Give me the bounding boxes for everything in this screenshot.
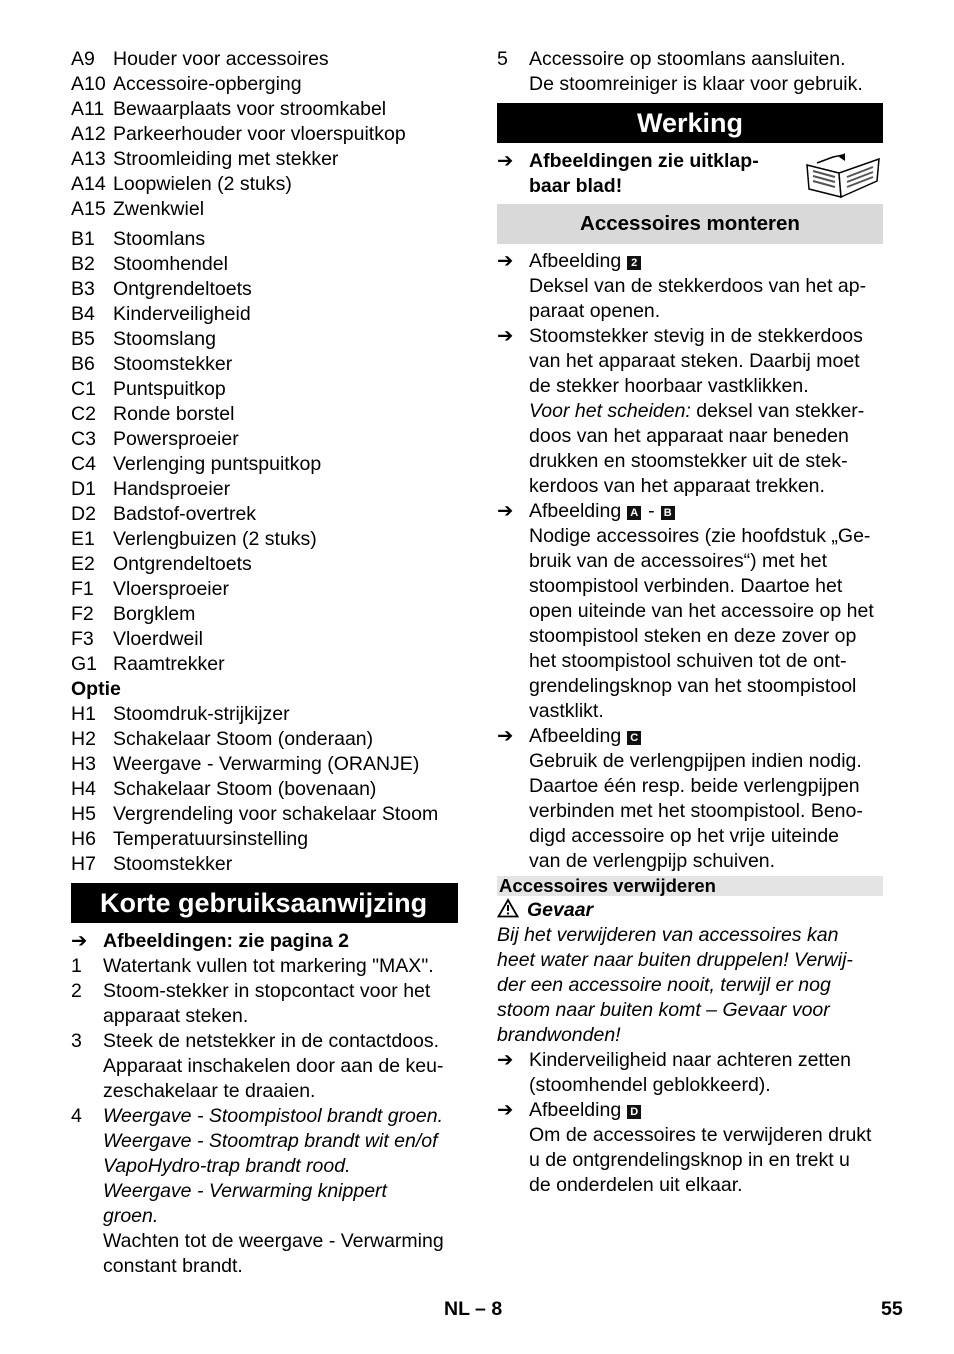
parts-list-item [71, 602, 458, 627]
subsection-accessoires-verwijderen: Accessoires verwijderen [497, 876, 883, 896]
step-text: VapoHydro-trap brandt rood. [103, 1155, 351, 1177]
step-text: apparaat steken. [103, 1005, 249, 1027]
item-text: stoompistool steken en deze zover op [529, 625, 857, 647]
figure-label: Afbeelding [529, 500, 622, 522]
item-text: Gebruik de verlengpijpen indien nodig. [529, 750, 862, 772]
step-number: 1 [71, 955, 82, 977]
right-column [497, 47, 883, 1198]
part-code: C2 [71, 403, 96, 425]
part-name: Raamtrekker [113, 653, 225, 675]
item-text: doos van het apparaat naar beneden [529, 425, 849, 447]
step-text: Weergave - Verwarming knippert [103, 1180, 387, 1202]
part-name: Stoomslang [113, 328, 216, 350]
step-text: zeschakelaar te draaien. [103, 1080, 316, 1102]
parts-list-item [71, 252, 458, 277]
arrow-right-icon: ➔ [497, 500, 514, 522]
item-text: u de ontgrendelingsknop in en trekt u [529, 1149, 850, 1171]
step-text: Apparaat inschakelen door aan de keu- [103, 1055, 444, 1077]
mount-item-1 [497, 249, 883, 324]
step-line [71, 1104, 458, 1129]
step-line [71, 954, 458, 979]
arrow-right-icon: ➔ [497, 325, 514, 347]
fold-note [497, 149, 883, 199]
parts-list-item [71, 577, 458, 602]
item-text: heet water naar buiten druppelen! Verwij- [497, 949, 853, 971]
item-text: de stekker hoorbaar vastklikken. [529, 375, 809, 397]
item-text: open uiteinde van het accessoire op het [529, 600, 874, 622]
item-text: (stoomhendel geblokkeerd). [529, 1074, 771, 1096]
parts-list-a [71, 47, 458, 222]
part-name: Ontgrendeltoets [113, 553, 252, 575]
part-code: E1 [71, 528, 95, 550]
part-name: Verlenging puntspuitkop [113, 453, 322, 475]
figure-label: Afbeelding [529, 250, 622, 272]
step-text: Watertank vullen tot markering "MAX". [103, 955, 434, 977]
item-text: de onderdelen uit elkaar. [529, 1174, 743, 1196]
item-text: Bij het verwijderen van accessoires kan [497, 924, 839, 946]
part-name: Ronde borstel [113, 403, 235, 425]
part-name: Weergave - Verwarming (ORANJE) [113, 753, 420, 775]
parts-list-b-g [71, 227, 458, 677]
parts-list-item [71, 802, 458, 827]
part-name: Parkeerhouder voor vloerspuitkop [113, 123, 406, 145]
step-text: Weergave - Stoomtrap brandt wit en/of [103, 1130, 438, 1152]
parts-list-item [71, 197, 458, 222]
step-number: 5 [497, 48, 508, 70]
part-name: Stoomdruk-strijkijzer [113, 703, 290, 725]
parts-list-item [71, 827, 458, 852]
step-text: De stoomreiniger is klaar voor gebruik. [529, 73, 863, 95]
arrow-right-icon: ➔ [71, 930, 88, 952]
part-code: A11 [71, 98, 105, 120]
item-text: stoompistool verbinden. Daartoe het [529, 575, 843, 597]
part-code: A10 [71, 73, 106, 95]
parts-list-item [71, 277, 458, 302]
item-text: Deksel van de stekkerdoos van het ap- [529, 275, 867, 297]
part-name: Accessoire-opberging [113, 73, 302, 95]
parts-list-item [71, 47, 458, 72]
section-title-korte-gebruiksaanwijzing: Korte gebruiksaanwijzing [71, 883, 458, 923]
parts-list-item [71, 147, 458, 172]
parts-list-item [71, 727, 458, 752]
item-text: stoom naar buiten komt – Gevaar voor [497, 999, 830, 1021]
figure-ref-badge: C [627, 731, 641, 745]
part-name: Vloerdweil [113, 628, 203, 650]
part-code: A13 [71, 148, 106, 170]
item-text: het stoompistool schuiven tot de ont- [529, 650, 847, 672]
part-code: C3 [71, 428, 96, 450]
step-4 [71, 1104, 458, 1279]
part-name: Borgklem [113, 603, 196, 625]
part-code: F3 [71, 628, 94, 650]
danger-label: Gevaar [527, 899, 594, 921]
step-line [71, 1054, 458, 1079]
figure-ref-badge: D [627, 1105, 641, 1119]
parts-list-item [71, 702, 458, 727]
part-code: A14 [71, 173, 106, 195]
parts-list-item [71, 627, 458, 652]
parts-list-item [71, 777, 458, 802]
part-code: H2 [71, 728, 96, 750]
fold-note-text: baar blad! [529, 175, 623, 197]
part-name: Temperatuursinstelling [113, 828, 309, 850]
danger-heading [497, 898, 883, 923]
danger-text [497, 923, 883, 1048]
parts-list-item [71, 477, 458, 502]
parts-list-item [71, 852, 458, 877]
item-text: kerdoos van het apparaat trekken. [529, 475, 825, 497]
step-text: Steek de netstekker in de contactdoos. [103, 1030, 440, 1052]
step-line [71, 1004, 458, 1029]
quick-steps [71, 954, 458, 1104]
parts-list-item [71, 402, 458, 427]
part-name: Powersproeier [113, 428, 239, 450]
parts-list-item [71, 227, 458, 252]
parts-list-item [71, 97, 458, 122]
part-name: Puntspuitkop [113, 378, 226, 400]
part-code: A9 [71, 48, 95, 70]
step-number: 3 [71, 1030, 82, 1052]
part-name: Stroomleiding met stekker [113, 148, 339, 170]
part-code: B4 [71, 303, 95, 325]
part-name: Bewaarplaats voor stroomkabel [113, 98, 387, 120]
part-name: Vergrendeling voor schakelaar Stoom [113, 803, 439, 825]
step-text: Weergave - Stoompistool brandt groen. [103, 1105, 443, 1127]
parts-list-item [71, 552, 458, 577]
part-name: Schakelaar Stoom (bovenaan) [113, 778, 377, 800]
part-code: H3 [71, 753, 96, 775]
arrow-right-icon: ➔ [497, 1049, 514, 1071]
warning-triangle-icon [497, 898, 527, 923]
part-code: B2 [71, 253, 95, 275]
part-name: Houder voor accessoires [113, 48, 329, 70]
part-name: Loopwielen (2 stuks) [113, 173, 292, 195]
part-code: C4 [71, 453, 96, 475]
mount-item-3 [497, 499, 883, 724]
item-text: grendelingsknop van het stoompistool [529, 675, 857, 697]
item-text: Kinderveiligheid naar achteren zetten [529, 1049, 851, 1071]
part-name: Zwenkwiel [113, 198, 205, 220]
item-text: vastklikt. [529, 700, 604, 722]
part-code: H1 [71, 703, 96, 725]
arrow-right-icon: ➔ [497, 150, 514, 172]
figure-ref-badge: B [661, 506, 675, 520]
parts-list-item [71, 752, 458, 777]
figure-ref-badge: 2 [627, 256, 641, 270]
mount-item-4 [497, 724, 883, 874]
part-name: Stoomlans [113, 228, 206, 250]
part-code: H6 [71, 828, 96, 850]
arrow-right-icon: ➔ [497, 725, 514, 747]
part-code: F2 [71, 603, 94, 625]
part-code: B3 [71, 278, 95, 300]
part-code: E2 [71, 553, 95, 575]
fold-out-book-icon [803, 151, 883, 199]
part-code: H7 [71, 853, 96, 875]
item-text: bruik van de accessoires“) met het [529, 550, 828, 572]
subsection-accessoires-monteren: Accessoires monteren [497, 204, 883, 244]
part-name: Verlengbuizen (2 stuks) [113, 528, 317, 550]
part-name: Ontgrendeltoets [113, 278, 252, 300]
item-text: verbinden met het stoompistool. Beno- [529, 800, 863, 822]
item-text: Om de accessoires te verwijderen drukt [529, 1124, 872, 1146]
part-code: D2 [71, 503, 96, 525]
parts-list-h [71, 702, 458, 877]
step-line [71, 1029, 458, 1054]
left-column [71, 47, 458, 1279]
section-title-werking: Werking [497, 103, 883, 143]
italic-prefix: Voor het scheiden: [529, 400, 691, 422]
step-line [71, 979, 458, 1004]
part-code: B6 [71, 353, 95, 375]
part-code: H5 [71, 803, 96, 825]
parts-list-item [71, 302, 458, 327]
step-number: 2 [71, 980, 82, 1002]
part-code: F1 [71, 578, 94, 600]
part-code: H4 [71, 778, 96, 800]
parts-list-item [71, 172, 458, 197]
step-line [497, 47, 883, 72]
step-text: Stoom-stekker in stopcontact voor het [103, 980, 431, 1002]
figure-separator: - [648, 500, 655, 522]
remove-item-1 [497, 1048, 883, 1098]
item-text [497, 399, 883, 424]
optie-label: Optie [71, 678, 121, 700]
part-code: B5 [71, 328, 95, 350]
parts-list-item [71, 502, 458, 527]
part-name: Stoomstekker [113, 853, 233, 875]
item-text: van de verlengpijp schuiven. [529, 850, 776, 872]
item-text: Daartoe één resp. beide verlengpijpen [529, 775, 860, 797]
item-text: deksel van stekker- [690, 400, 865, 422]
figures-note-text: Afbeeldingen: zie pagina 2 [103, 930, 349, 952]
parts-list-item [71, 377, 458, 402]
parts-list-item [71, 527, 458, 552]
item-text: digd accessoire op het vrije uiteinde [529, 825, 840, 847]
item-text: paraat openen. [529, 300, 661, 322]
parts-list-item [71, 327, 458, 352]
part-code: B1 [71, 228, 95, 250]
item-text: Stoomstekker stevig in de stekkerdoos [529, 325, 863, 347]
part-name: Badstof-overtrek [113, 503, 257, 525]
step-line [71, 1079, 458, 1104]
figure-label: Afbeelding [529, 1099, 622, 1121]
step-text: groen. [103, 1205, 159, 1227]
mount-item-2 [497, 324, 883, 499]
part-name: Stoomstekker [113, 353, 233, 375]
part-code: D1 [71, 478, 96, 500]
item-text: Nodige accessoires (zie hoofdstuk „Ge- [529, 525, 871, 547]
item-text: der een accessoire nooit, terwijl er nog [497, 974, 831, 996]
step-text: constant brandt. [103, 1255, 243, 1277]
parts-list-item [71, 452, 458, 477]
item-text: van het apparaat steken. Daarbij moet [529, 350, 860, 372]
step-number: 4 [71, 1105, 82, 1127]
arrow-right-icon: ➔ [497, 1099, 514, 1121]
fold-note-text: Afbeeldingen zie uitklap- [529, 150, 759, 172]
parts-list-item [71, 652, 458, 677]
part-name: Kinderveiligheid [113, 303, 251, 325]
step-text: Wachten tot de weergave - Verwarming [103, 1230, 444, 1252]
footer-language-page: NL – 8 [444, 1298, 503, 1320]
page-number: 55 [881, 1298, 903, 1320]
parts-list-item [71, 352, 458, 377]
parts-list-item [71, 122, 458, 147]
figures-note [71, 929, 458, 954]
step-text: Accessoire op stoomlans aansluiten. [529, 48, 846, 70]
item-text: drukken en stoomstekker uit de stek- [529, 450, 848, 472]
part-code: A15 [71, 198, 106, 220]
part-name: Stoomhendel [113, 253, 228, 275]
remove-item-2 [497, 1098, 883, 1198]
figure-ref-badge: A [627, 506, 641, 520]
part-name: Schakelaar Stoom (onderaan) [113, 728, 374, 750]
figure-label: Afbeelding [529, 725, 622, 747]
item-text: brandwonden! [497, 1024, 621, 1046]
parts-list-item [71, 427, 458, 452]
arrow-right-icon: ➔ [497, 250, 514, 272]
part-code: A12 [71, 123, 106, 145]
part-code: C1 [71, 378, 96, 400]
part-name: Vloersproeier [113, 578, 229, 600]
part-code: G1 [71, 653, 98, 675]
step-5 [497, 47, 883, 97]
part-name: Handsproeier [113, 478, 231, 500]
parts-list-item [71, 72, 458, 97]
